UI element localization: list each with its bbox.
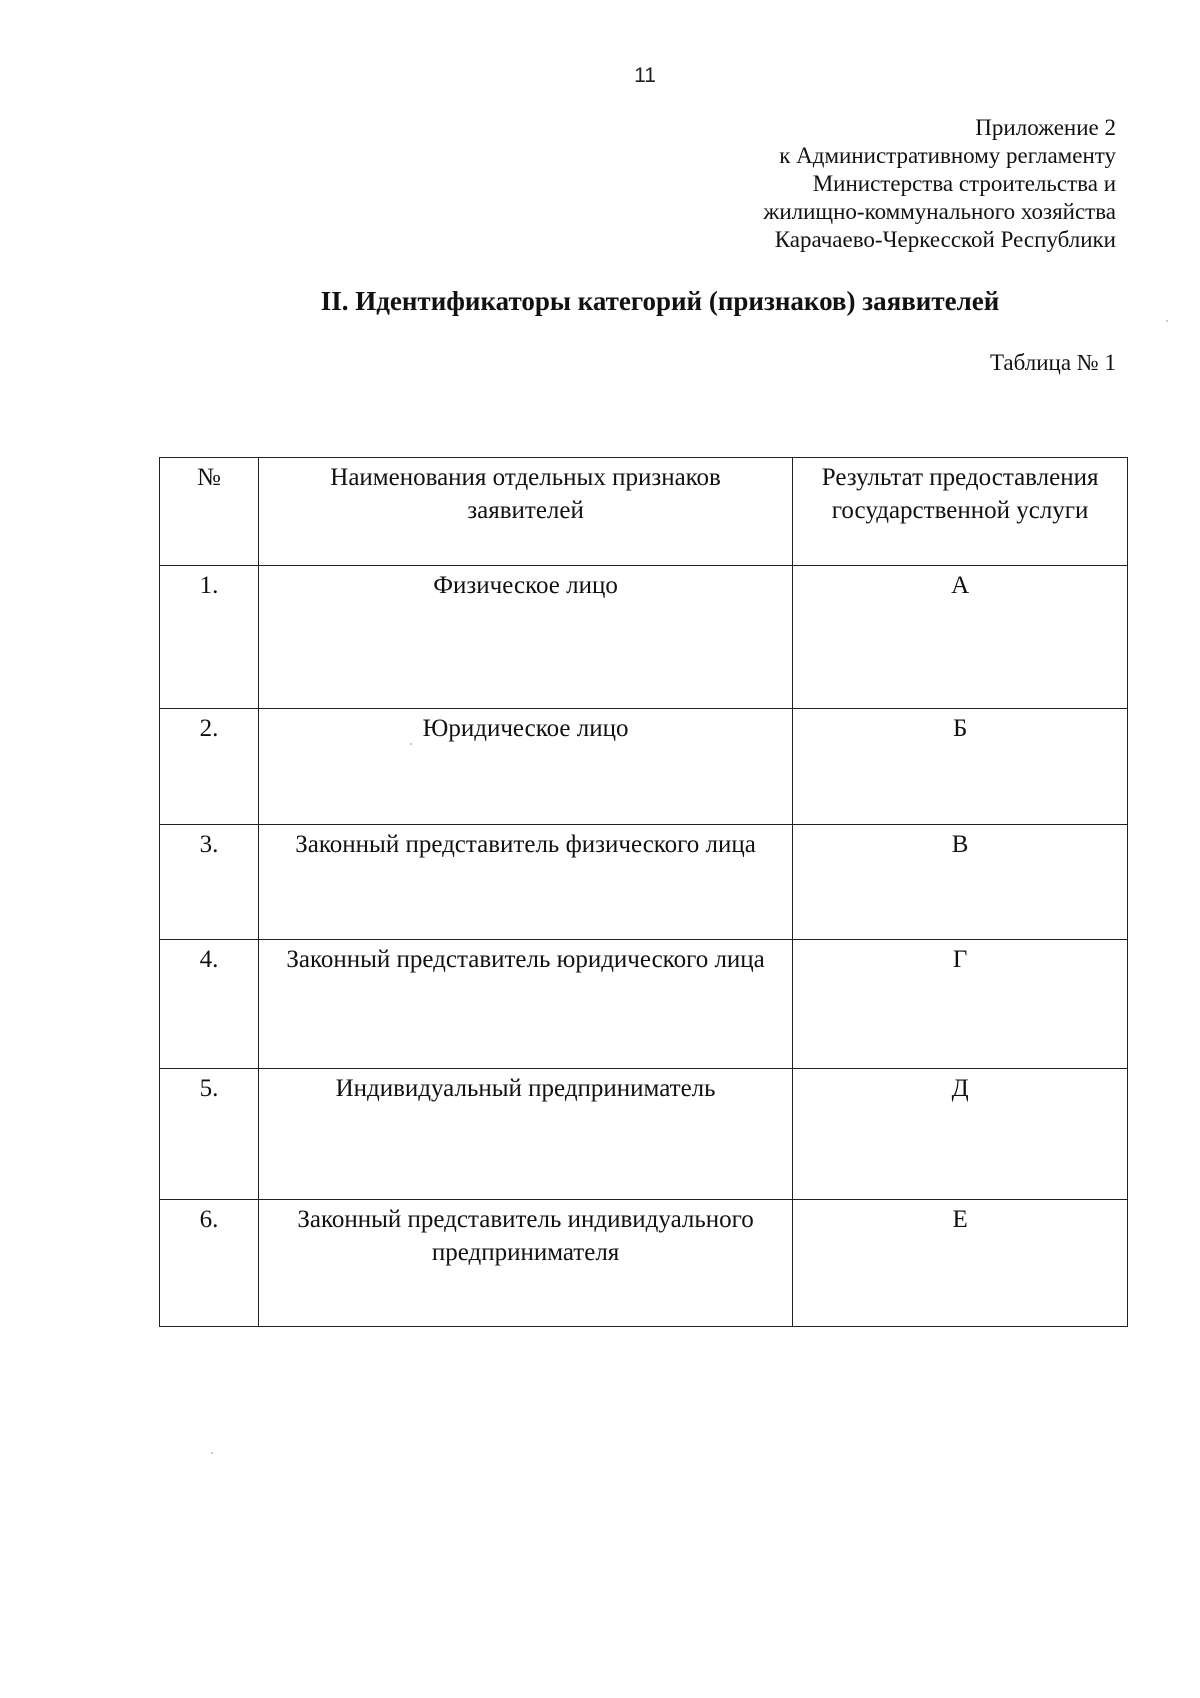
table-header-row [160, 458, 1128, 566]
table-row [160, 566, 1128, 709]
table-caption: Таблица № 1 [989, 350, 1116, 375]
row-name: Законный представитель физического лица [258, 825, 792, 940]
header-number: № [160, 458, 259, 566]
appendix-header [596, 114, 1116, 254]
row-number: 2. [160, 709, 259, 825]
row-number: 3. [160, 825, 259, 940]
appendix-line: Приложение 2 [975, 115, 1116, 140]
page-number: 11 [634, 64, 656, 87]
row-number: 6. [160, 1200, 259, 1327]
table-row [160, 1200, 1128, 1327]
header-name: Наименования отдельных признаков заявителей [258, 458, 792, 566]
appendix-line: Министерства строительства и [812, 171, 1116, 196]
appendix-line: к Административному регламенту [779, 143, 1116, 168]
row-result: А [793, 566, 1128, 709]
table-row [160, 1069, 1128, 1200]
row-result: Д [793, 1069, 1128, 1200]
row-result: Г [793, 940, 1128, 1069]
section-title: II. Идентификаторы категорий (признаков) заявителей [320, 286, 1000, 316]
row-name: Физическое лицо [258, 566, 792, 709]
scan-speck [211, 1452, 213, 1454]
row-number: 5. [160, 1069, 259, 1200]
appendix-line: Карачаево-Черкесской Республики [774, 227, 1116, 252]
table-row [160, 825, 1128, 940]
scan-speck [1166, 320, 1168, 322]
header-result: Результат предоставления государственной услуги [793, 458, 1128, 566]
applicant-identifiers-table [159, 457, 1128, 1327]
table-row [160, 709, 1128, 825]
row-number: 1. [160, 566, 259, 709]
scan-speck [410, 743, 412, 745]
row-name: Индивидуальный предприниматель [258, 1069, 792, 1200]
row-result: Б [793, 709, 1128, 825]
row-result: Е [793, 1200, 1128, 1327]
row-name: Законный представитель индивидуального предпринимателя [258, 1200, 792, 1327]
table-row [160, 940, 1128, 1069]
row-result: В [793, 825, 1128, 940]
row-number: 4. [160, 940, 259, 1069]
appendix-line: жилищно-коммунального хозяйства [763, 199, 1116, 224]
row-name: Законный представитель юридического лица [258, 940, 792, 1069]
row-name: Юридическое лицо [258, 709, 792, 825]
